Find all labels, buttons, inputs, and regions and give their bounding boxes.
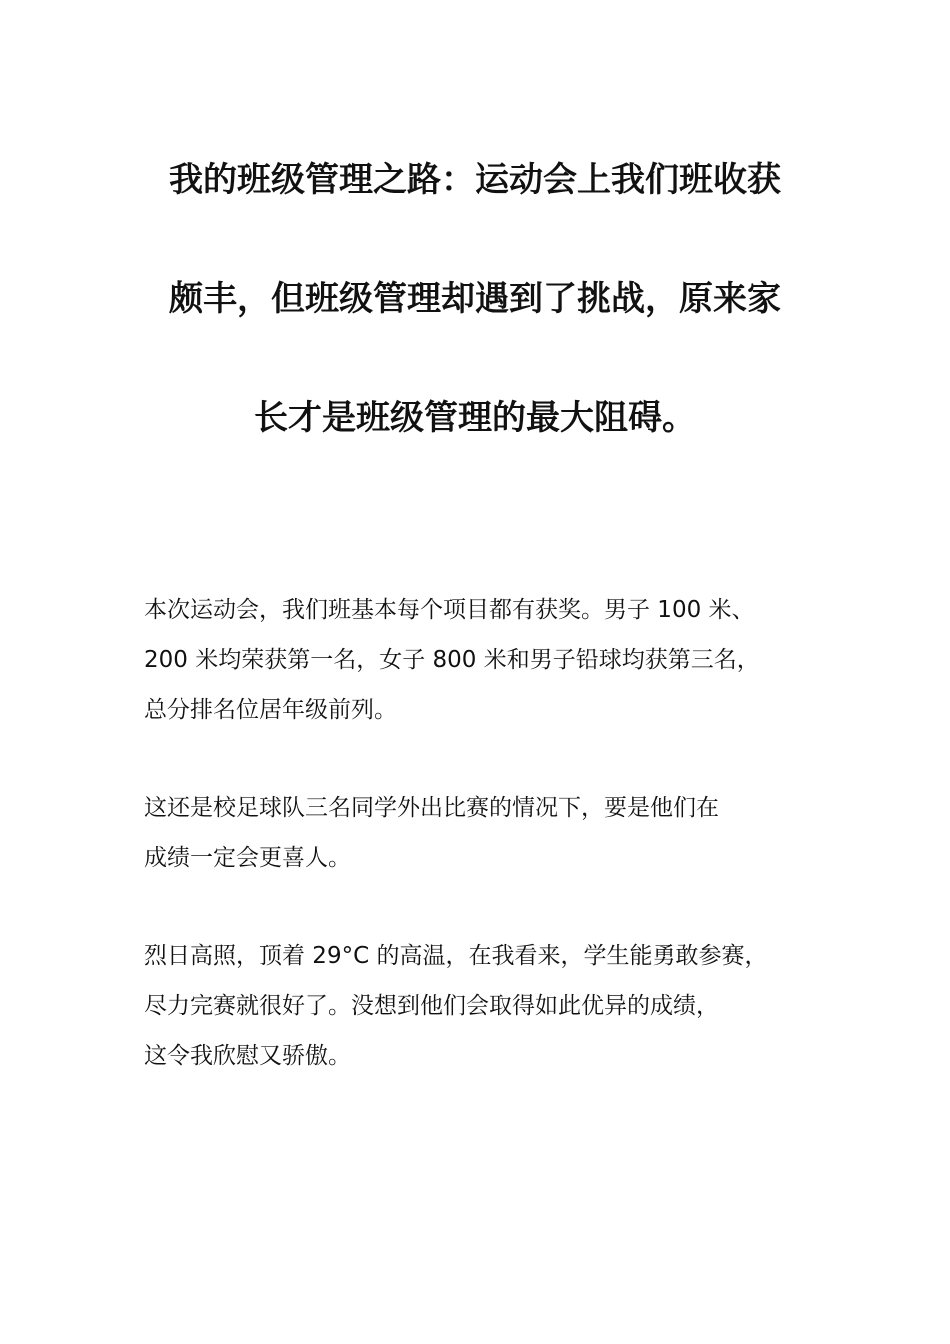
title-line: 颇丰，但班级管理却遇到了挑战，原来家 — [169, 279, 781, 319]
title-line: 长才是班级管理的最大阻碍。 — [254, 398, 696, 438]
paragraph-line: 烈日高照，顶着 29°C 的高温，在我看来，学生能勇敢参赛， — [144, 943, 768, 969]
paragraph-line: 200 米均荣获第一名，女子 800 米和男子铅球均获第三名， — [144, 647, 760, 673]
paragraph — [144, 783, 844, 883]
paragraph-line: 成绩一定会更喜人。 — [144, 845, 351, 871]
paragraph — [144, 585, 844, 735]
paragraph-line: 尽力完赛就很好了。没想到他们会取得如此优异的成绩， — [144, 993, 719, 1019]
document-body — [144, 585, 844, 1129]
paragraph-line: 这令我欣慰又骄傲。 — [144, 1043, 351, 1069]
paragraph-line: 本次运动会，我们班基本每个项目都有获奖。男子 100 米、 — [144, 597, 755, 623]
paragraph — [144, 931, 844, 1081]
paragraph-line: 总分排名位居年级前列。 — [144, 697, 397, 723]
title-line: 我的班级管理之路：运动会上我们班收获 — [169, 160, 781, 200]
paragraph-line: 这还是校足球队三名同学外出比赛的情况下，要是他们在 — [144, 795, 719, 821]
document-title — [150, 150, 800, 507]
